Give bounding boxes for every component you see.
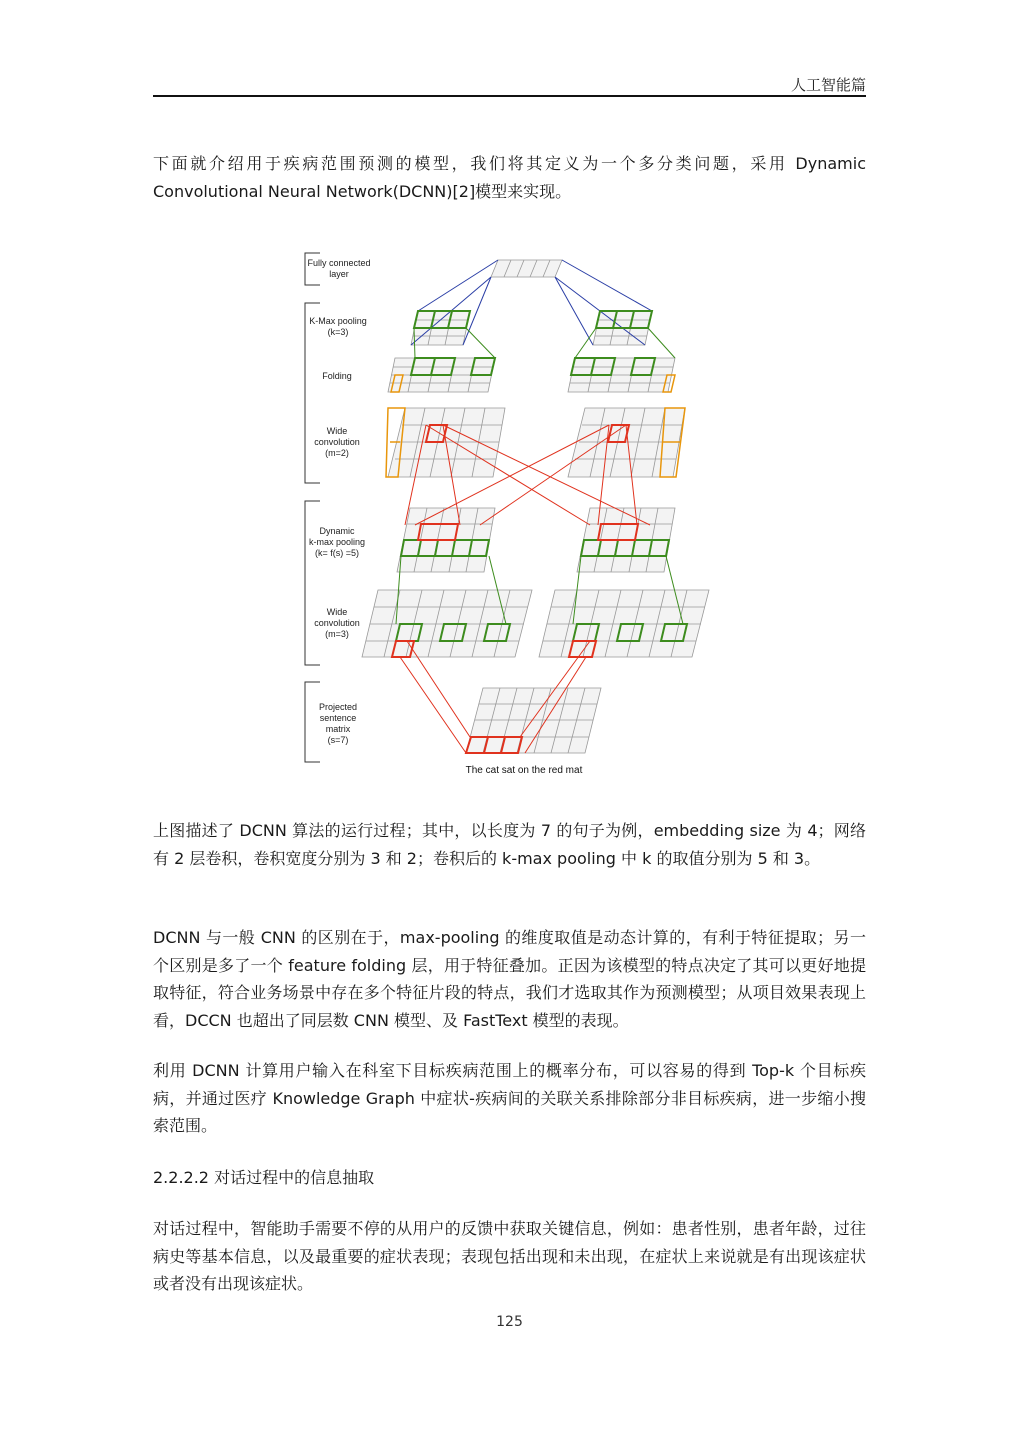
label-fully-connected-1: Fully connected (307, 258, 371, 268)
label-wide-conv3-3: (m=3) (325, 629, 349, 639)
label-kmax-1: K-Max pooling (309, 316, 367, 326)
label-fully-connected-2: layer (329, 269, 349, 279)
label-projected-1: Projected (318, 702, 358, 712)
label-folding: Folding (322, 371, 352, 381)
label-wide-conv3-2: convolution (314, 618, 360, 628)
label-dynamic-2: k-max pooling (308, 537, 366, 547)
paragraph-intro: 下面就介绍用于疾病范围预测的模型，我们将其定义为一个多分类问题，采用 Dynamic Convolutional Neural Network(DCNN)[2]模型来实现。 (153, 154, 866, 201)
paragraph-dcnn-usage: 利用 DCNN 计算用户输入在科室下目标疾病范围上的概率分布，可以容易的得到 Top-k 个目标疾病，并通过医疗 Knowledge Graph 中症状-疾病间的关联关系排除部分非目标疾病，进一步缩小搜索范围。 (153, 1061, 866, 1135)
label-wide-conv2-1: Wide (326, 426, 348, 436)
paragraph-dcnn-difference: DCNN 与一般 CNN 的区别在于，max-pooling 的维度取值是动态计算的，有利于特征提取；另一个区别是多了一个 feature folding 层，用于特征叠加。正因为该模型的特点决定了其可以更好地提取特征，符合业务场景中存在多个特征片段的特点，我们才选取其作为预测模型；从项目效果表现上看，DCCN 也超出了同层数 CNN 模型、及 FastText 模型的表现。 (153, 928, 866, 1030)
section-heading: 2.2.2.2 对话过程中的信息抽取 (153, 1168, 375, 1187)
paragraph-figure-description: 上图描述了 DCNN 算法的运行过程；其中，以长度为 7 的句子为例，embedding size 为 4；网络有 2 层卷积，卷积宽度分别为 3 和 2；卷积后的 k-max pooling 中 k 的取值分别为 5 和 3。 (153, 821, 866, 868)
paragraph-dialog-extraction: 对话过程中，智能助手需要不停的从用户的反馈中获取关键信息，例如：患者性别，患者年龄，过往病史等基本信息，以及最重要的症状表现；表现包括出现和未出现，在症状上来说就是有出现该症状或者没有出现该症状。 (153, 1219, 866, 1293)
label-wide-conv2-3: (m=2) (325, 448, 349, 458)
group-brackets (305, 253, 320, 762)
figure-caption: The cat sat on the red mat (465, 765, 583, 776)
label-wide-conv3-1: Wide (326, 607, 348, 617)
label-dynamic-3: (k= f(s) =5) (314, 548, 360, 558)
dcnn-architecture-figure (300, 245, 720, 780)
page-number: 125 (496, 1314, 523, 1330)
label-wide-conv2-2: convolution (314, 437, 360, 447)
running-header: 人工智能篇 (790, 76, 866, 94)
label-kmax-2: (k=3) (327, 327, 349, 337)
grid-fully-connected (491, 260, 562, 277)
header-rule (153, 95, 866, 97)
label-dynamic-1: Dynamic (319, 526, 355, 536)
label-projected-3: matrix (325, 724, 351, 734)
label-projected-4: (s=7) (327, 735, 349, 745)
label-projected-2: sentence (319, 713, 357, 723)
grid-wideconv2-left (388, 408, 505, 477)
